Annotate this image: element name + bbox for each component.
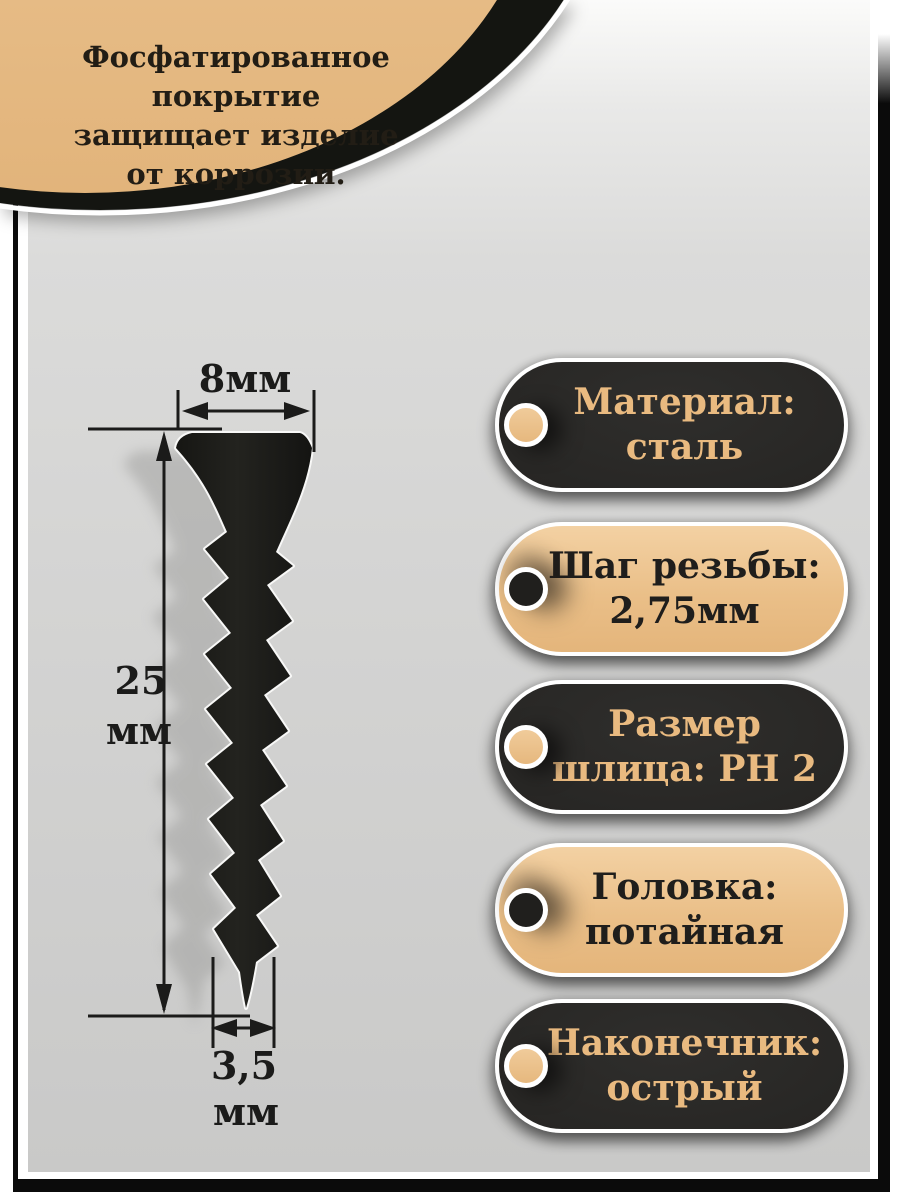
tip-width-unit-label: мм (212, 1089, 280, 1134)
badge-line-2: 2,75мм (609, 590, 760, 632)
badge-tip-type-text (521, 1021, 822, 1111)
badge-line-2: потайная (585, 911, 784, 953)
badge-thread-pitch-text (522, 544, 820, 634)
badge-material (495, 358, 848, 492)
corner-note-text (2, 38, 470, 194)
badge-dot-icon (504, 567, 548, 611)
badge-dot-icon (504, 403, 548, 447)
left-frame-line (13, 150, 18, 1192)
head-width-label: 8мм (198, 356, 292, 401)
badge-tip-type (495, 999, 848, 1133)
bottom-frame-bar (13, 1179, 890, 1192)
badge-line-2: шлица: PH 2 (551, 748, 818, 790)
tip-width-label: 3,5 (210, 1043, 278, 1088)
length-value-label: 25 (114, 658, 168, 703)
badge-line-1: Наконечник: (546, 1022, 823, 1064)
badge-drive-size-text (526, 702, 817, 792)
corner-note-line-2: защищает изделие (73, 118, 399, 152)
right-frame-bar (878, 34, 890, 1192)
badge-dot-icon (504, 725, 548, 769)
badge-dot-icon (504, 888, 548, 932)
badge-drive-size (495, 680, 848, 814)
corner-note-line-1: Фосфатированное покрытие (82, 40, 390, 113)
badge-line-1: Материал: (573, 381, 796, 423)
badge-head-type-text (559, 865, 784, 955)
badge-line-2: острый (606, 1067, 763, 1109)
badge-line-1: Головка: (591, 866, 778, 908)
badge-thread-pitch (495, 522, 848, 656)
badge-material-text (547, 380, 795, 470)
corner-note-line-3: от коррозии. (126, 157, 346, 191)
badge-dot-icon (504, 1044, 548, 1088)
badge-line-1: Размер (608, 703, 761, 745)
badge-line-1: Шаг резьбы: (548, 545, 821, 587)
badge-head-type (495, 843, 848, 977)
length-unit-label: мм (105, 708, 173, 753)
badge-line-2: сталь (625, 426, 744, 468)
